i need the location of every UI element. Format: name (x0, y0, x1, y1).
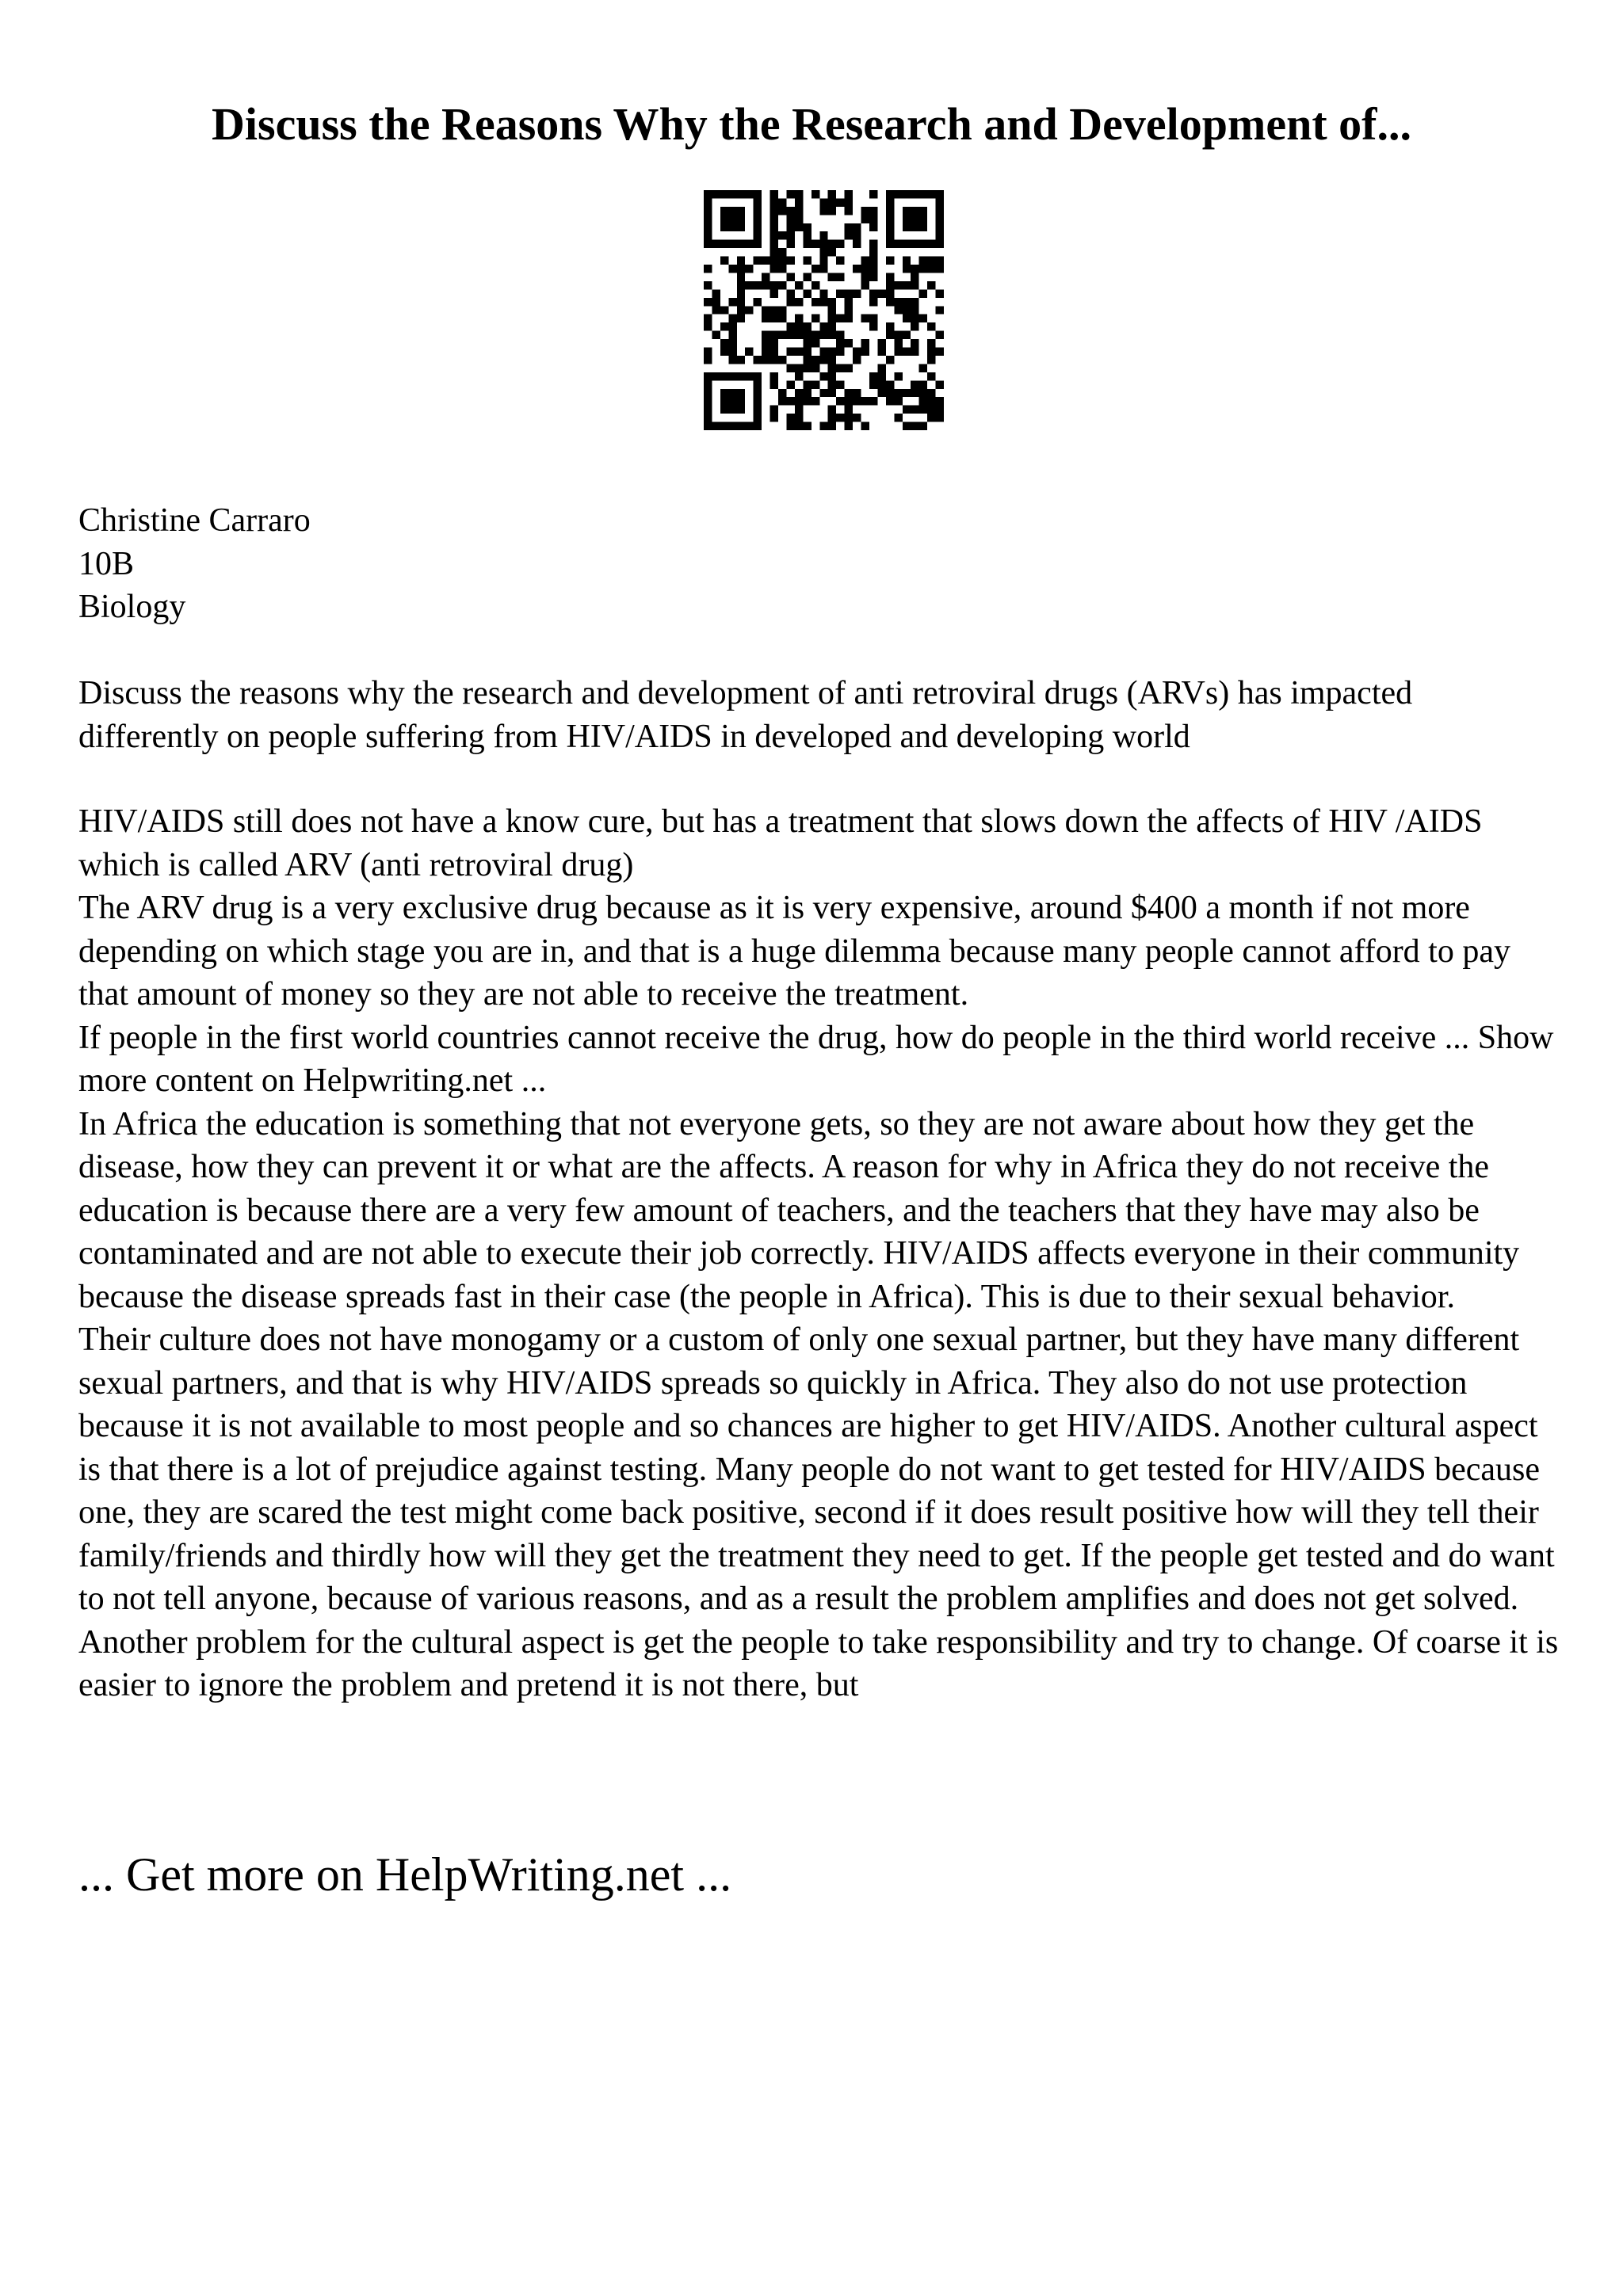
paragraph: If people in the first world countries cannot receive the drug, how do people in the third world receive ... Show more content on Helpwriting.net ... (78, 1019, 1554, 1099)
document-title: Discuss the Reasons Why the Research and Development of... (212, 98, 1411, 150)
author-block (78, 499, 1568, 629)
author-name: Christine Carraro (78, 502, 311, 539)
qr-code-icon (704, 190, 944, 430)
get-more-link[interactable]: ... Get more on HelpWriting.net ... (78, 1848, 732, 1901)
essay-body (78, 800, 1568, 1707)
essay-question: Discuss the reasons why the research and development of anti retroviral drugs (ARVs) has impacted differently on people suffering from HIV/AIDS in developed and developing world (78, 675, 1413, 755)
class-grade: 10B (78, 545, 135, 582)
paragraph: The ARV drug is a very exclusive drug because as it is very expensive, around $400 a month if not more depending on which stage you are in, and that is a huge dilemma because many people cannot afford to pay that amount of money so they are not able to receive the treatment. (78, 890, 1510, 1013)
paragraph: In Africa the education is something that not everyone gets, so they are not aware about how they get the disease, how they can prevent it or what are the affects. A reason for why in Africa they do not receive the education is because there are a very few amount of teachers, and the teachers that they have may also be contaminated and are not able to execute their job correctly. HIV/AIDS affects everyone in their community because the disease spreads fast in their case (the people in Africa). This is due to their sexual behavior. (78, 1105, 1520, 1315)
paragraph: Their culture does not have monogamy or a custom of only one sexual partner, but they have many different sexual partners, and that is why HIV/AIDS spreads so quickly in Africa. They also do not use protection because it is not available to most people and so chances are higher to get HIV/AIDS. Another cultural aspect is that there is a lot of prejudice against testing. Many people do not want to get tested for HIV/AIDS because one, they are scared the test might come back positive, second if it does result positive how will they tell their family/friends and thirdly how will they get the treatment they need to get. If the people get tested and do want to not tell anyone, because of various reasons, and as a result the problem amplifies and does not get solved. Another problem for the cultural aspect is get the people to take responsibility and try to change. Of coarse it is easier to ignore the problem and pretend it is not there, but (78, 1322, 1559, 1703)
subject: Biology (78, 589, 186, 625)
paragraph: HIV/AIDS still does not have a know cure, but has a treatment that slows down the affects of HIV /AIDS which is called ARV (anti retroviral drug) (78, 803, 1483, 883)
